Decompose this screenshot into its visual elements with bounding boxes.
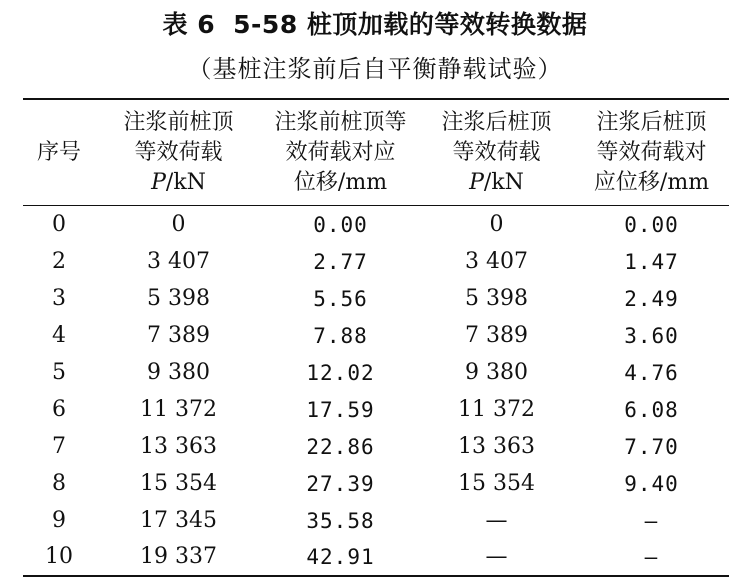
table-row	[23, 465, 729, 502]
column-header-line: 等效荷载对	[596, 139, 707, 165]
column-header-line: 位移/mm	[293, 169, 388, 195]
table-cell: —	[644, 545, 659, 570]
table-cell: 7 389	[147, 323, 210, 349]
unit-variable: P	[151, 169, 166, 195]
table-cell: 5 398	[147, 286, 210, 312]
table-row	[23, 391, 729, 428]
table-cell: 3.60	[624, 324, 679, 349]
table-cell: 4.76	[624, 361, 679, 385]
column-header-1	[95, 100, 262, 205]
table-row	[23, 281, 729, 318]
table-cell: 13 363	[140, 433, 217, 459]
column-header-2	[262, 100, 419, 205]
table-cell: 1.47	[624, 250, 679, 275]
column-header-line: 应位移/mm	[593, 169, 710, 195]
table-cell: 12.02	[306, 361, 375, 385]
table-header	[23, 100, 729, 205]
table-cell: 22.86	[306, 434, 375, 459]
table-row	[23, 502, 729, 539]
table-cell: 35.58	[306, 508, 375, 533]
table-subtitle: （基桩注浆前后自平衡静载试验）	[187, 55, 563, 83]
table-cell: 17 345	[140, 507, 217, 533]
table-cell: 19 337	[140, 544, 217, 570]
unit-variable: P	[469, 169, 484, 195]
table-cell: 42.91	[306, 545, 375, 570]
table-cell: 7	[52, 433, 66, 459]
table-cell: 7 389	[465, 323, 528, 349]
table-cell: —	[485, 507, 508, 533]
table-cell: 4	[52, 323, 66, 349]
column-header-line: 等效荷载	[134, 139, 223, 165]
data-table	[23, 100, 729, 576]
table-cell: 2.77	[313, 250, 368, 275]
table-row	[23, 428, 729, 465]
table-cell: 0.00	[624, 213, 679, 238]
table-cell: 0	[171, 212, 186, 238]
column-header-line: 注浆前桩顶	[123, 109, 234, 135]
table-cell: —	[644, 508, 659, 533]
table-cell: 0	[52, 212, 66, 238]
column-header-line: 注浆后桩顶	[441, 109, 552, 135]
table-cell: 9 380	[147, 360, 210, 385]
column-header-4	[574, 100, 729, 205]
table-row	[23, 539, 729, 576]
table-cell: 17.59	[306, 397, 375, 422]
table-cell: 5	[52, 360, 66, 385]
table-cell: 2.49	[624, 287, 679, 312]
column-header-line: 注浆后桩顶	[596, 109, 707, 135]
table-cell: 3	[52, 286, 66, 312]
table-row	[23, 205, 729, 244]
column-header-unit	[95, 168, 262, 198]
table-row	[23, 318, 729, 355]
column-header-line: 序号	[36, 139, 81, 165]
table-cell: 5 398	[465, 286, 528, 312]
table-row	[23, 244, 729, 281]
column-header-3	[419, 100, 574, 205]
column-header-unit	[419, 168, 574, 198]
table-cell: 11 372	[140, 396, 217, 422]
table-title: 5-58 桩顶加载的等效转换数据	[233, 10, 588, 39]
table-label: 表 6	[162, 10, 216, 39]
table-cell: 6	[52, 396, 66, 422]
table-cell: 15 354	[458, 470, 535, 496]
unit-label: /kN	[483, 169, 524, 195]
column-header-0	[23, 100, 95, 205]
table-caption	[0, 8, 750, 42]
table-cell: 15 354	[140, 470, 217, 496]
table-cell: 8	[52, 470, 66, 496]
table-cell: 27.39	[306, 471, 375, 496]
table-cell: 0	[489, 212, 504, 238]
table-cell: 7.88	[313, 324, 368, 349]
table-cell: 11 372	[458, 396, 535, 422]
table-cell: 9.40	[624, 471, 679, 496]
table-cell: 5.56	[313, 287, 368, 312]
table-cell: 9 380	[465, 360, 528, 385]
table-cell: 13 363	[458, 433, 535, 459]
table-cell: 0.00	[313, 213, 368, 238]
table-body	[23, 205, 729, 576]
table-cell: 6.08	[624, 397, 679, 422]
column-header-line: 等效荷载	[452, 139, 541, 165]
column-header-line: 注浆前桩顶等	[274, 109, 407, 135]
table-cell: 2	[52, 249, 66, 275]
table-cell: —	[485, 544, 508, 570]
table-cell: 3 407	[465, 249, 528, 275]
column-header-line: 效荷载对应	[285, 139, 396, 165]
table-cell: 7.70	[624, 434, 679, 459]
table-cell: 3 407	[147, 249, 210, 275]
unit-label: /kN	[165, 169, 206, 195]
table-cell: 9	[52, 507, 66, 533]
table-cell: 10	[45, 544, 73, 570]
header-row	[23, 100, 729, 205]
table-row	[23, 355, 729, 392]
